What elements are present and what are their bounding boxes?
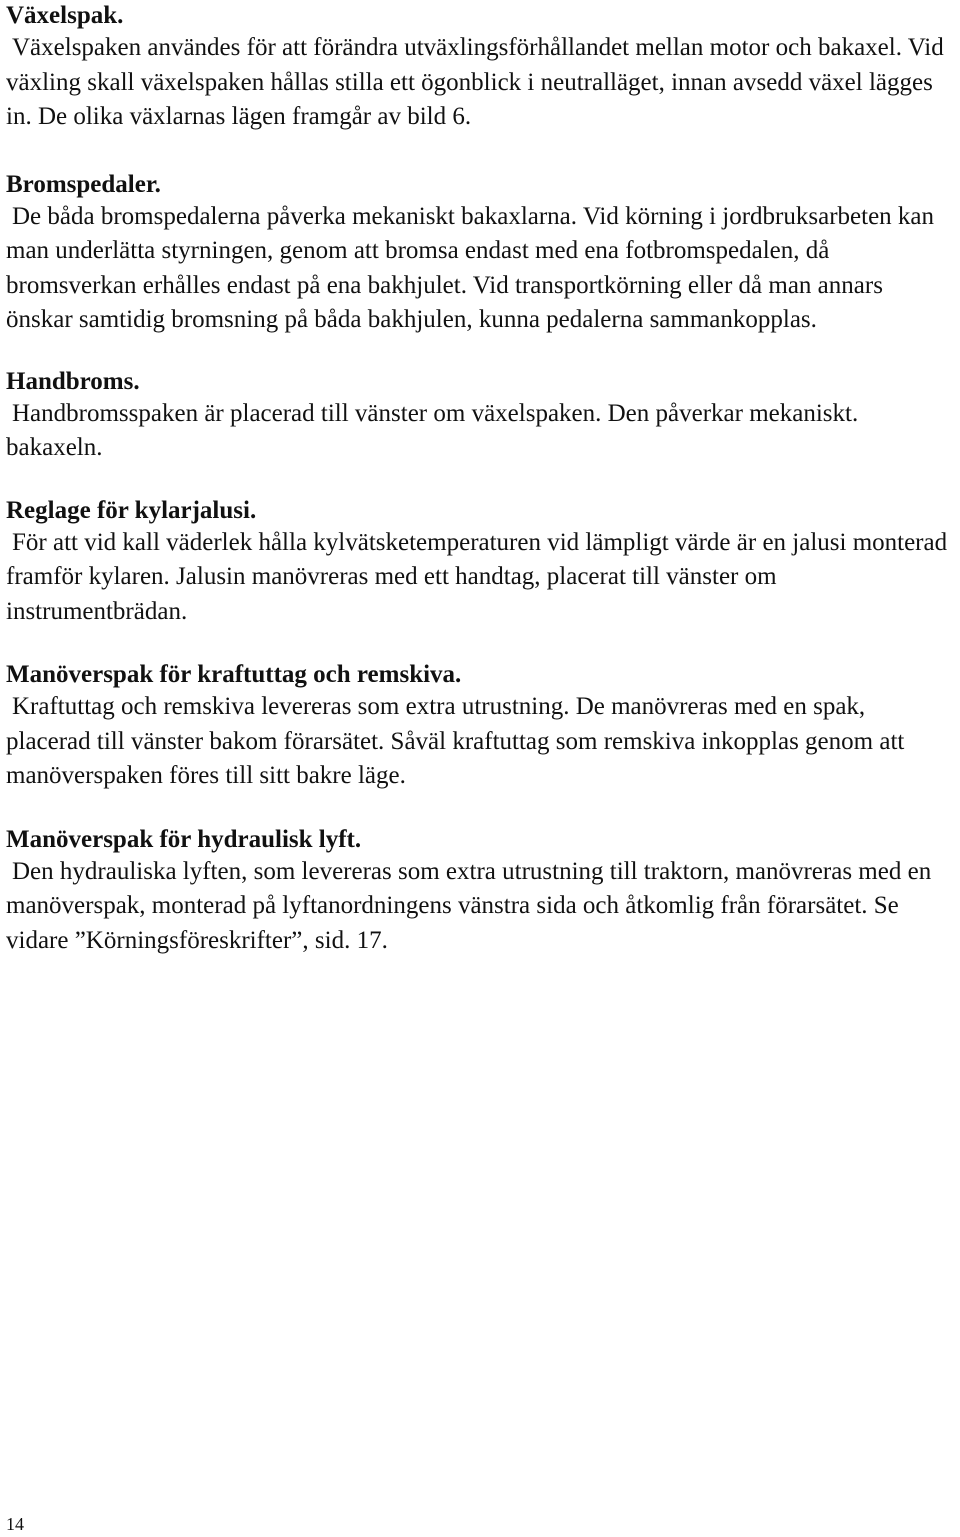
section-vaxelspak <box>6 0 950 135</box>
section-bromspedaler <box>6 168 950 338</box>
section-heading: Handbroms. <box>6 367 140 395</box>
section-heading: Manöverspak för hydraulisk lyft. <box>6 825 362 853</box>
section-heading: Manöverspak för kraftuttag och remskiva. <box>6 661 462 688</box>
section-paragraph: Växelspaken användes för att förändra utväxlingsförhållandet mellan motor och bakaxel. Vid växling skall växelspaken hållas stilla ett ögonblick i neutralläget, innan avsedd växel lägges in. De olika växlarnas lägen framgår av bild 6. <box>6 34 944 130</box>
section-kraftuttag <box>6 658 950 794</box>
section-paragraph: Handbromsspaken är placerad till vänster om växelspaken. Den påverkar mekaniskt. bakaxeln. <box>6 399 859 461</box>
section-paragraph: De båda bromspedalerna påverka mekaniskt bakaxlarna. Vid körning i jordbruksarbeten kan man underlätta styrningen, genom att bromsa endast med ena fotbromspedalen, då bromsverkan erhålles endast på ena bakhjulet. Vid transportkörning eller då man annars önskar samtidig bromsning på båda bakhjulen, kunna pedalerna sammankopplas. <box>6 202 935 333</box>
section-kylarjalusi <box>6 494 950 630</box>
section-heading: Reglage för kylarjalusi. <box>6 496 257 524</box>
section-heading: Växelspak. <box>6 2 124 29</box>
section-heading: Bromspedaler. <box>6 170 161 198</box>
section-handbroms <box>6 365 950 466</box>
section-hydraulisk-lyft <box>6 823 950 959</box>
page-number: 14 <box>6 1514 24 1534</box>
section-paragraph: Den hydrauliska lyften, som levereras som extra utrustning till traktorn, manövreras med en manöverspak, monterad på lyftanordningens vänstra sida och åtkomlig från förarsätet. Se vidare ”Körningsföreskrifter”, sid. 17. <box>6 857 932 954</box>
section-paragraph: Kraftuttag och remskiva levereras som extra utrustning. De manövreras med en spak, placerad till vänster bakom förarsätet. Såväl kraftuttag som remskiva inkopplas genom att manöverspaken föres till sitt bakre läge. <box>6 693 905 789</box>
section-paragraph: För att vid kall väderlek hålla kylvätsketemperaturen vid lämpligt värde är en jalusi monterad framför kylaren. Jalusin manövreras med ett handtag, placerat till vänster om instrumentbrädan. <box>6 528 948 625</box>
document-page <box>6 0 950 958</box>
